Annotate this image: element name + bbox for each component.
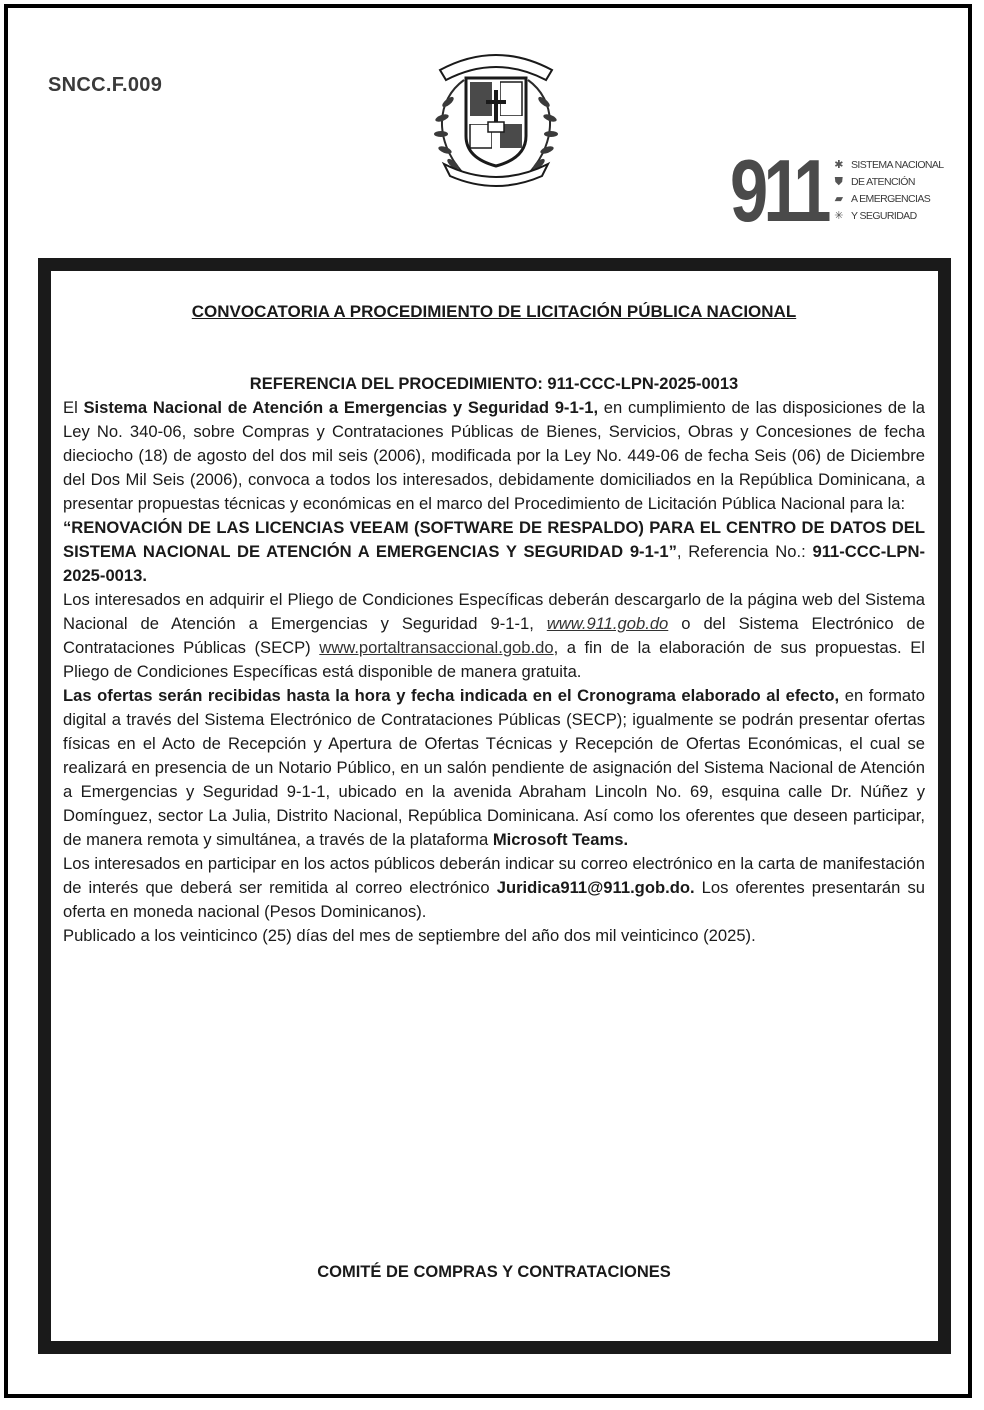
logo-line-text: SISTEMA NACIONAL (851, 159, 944, 171)
participation-text-a: Los interesados en participar en los actos públicos deberán indicar su correo electrónico en la carta de manifestación de interés que deberá ser remitida al correo electrónico (63, 854, 925, 897)
logo-911 (730, 141, 950, 240)
document-body (63, 300, 925, 948)
object-reference: 911-CCC-LPN-2025-0013. (63, 542, 925, 585)
paragraph-offers (63, 684, 925, 852)
logo-line (832, 157, 944, 174)
logo-line (832, 208, 944, 225)
link-911-website[interactable]: www.911.gob.do (546, 614, 669, 633)
download-text-a: Los interesados en adquirir el Pliego de Condiciones Específicas deberán descargarlo de la página web del Sistema Nacional de Atención a Emergencias y Seguridad 9-1-1, (63, 590, 925, 633)
participation-text-b: Los oferentes presentarán su oferta en moneda nacional (Pesos Dominicanos). (63, 878, 925, 921)
coat-of-arms-icon (426, 40, 566, 188)
logo-line (832, 191, 944, 208)
logo-line-text: Y SEGURIDAD (851, 210, 917, 222)
procurement-object: “RENOVACIÓN DE LAS LICENCIAS VEEAM (SOFTWARE DE RESPALDO) PARA EL CENTRO DE DATOS DEL SISTEMA NACIONAL DE ATENCIÓN A EMERGENCIAS Y SEGURIDAD 9-1-1” (63, 518, 925, 561)
procedure-reference: REFERENCIA DEL PROCEDIMIENTO: 911-CCC-LPN-2025-0013 (249, 375, 739, 393)
intro-text: en cumplimiento de las disposiciones de la Ley No. 340-06, sobre Compras y Contrataciones Públicas de Bienes, Servicios, Obras y Concesiones de fecha dieciocho (18) de agosto del dos mil seis (2006), modificada por la Ley No. 449-06 de fecha Seis (06) de Diciembre del Dos Mil Seis (2006), convoca a todos los interesados, debidamente domiciliados en la República Dominicana, a presentar propuestas técnicas y económicas en el marco del Procedimiento de Licitación Pública Nacional para la: (63, 398, 925, 513)
platform-name: Microsoft Teams. (492, 830, 629, 849)
gear-icon: ✱ (834, 159, 843, 171)
paragraph-download (63, 588, 925, 684)
logo-911-number: 911 (730, 141, 827, 240)
entity-name: Sistema Nacional de Atención a Emergencias y Seguridad 9-1-1, (83, 398, 599, 417)
logo-911-text (832, 157, 944, 225)
ambulance-icon: ▰ (834, 193, 843, 205)
paragraph-intro (63, 396, 925, 516)
object-middle: , Referencia No.: (676, 542, 813, 561)
document-title: CONVOCATORIA A PROCEDIMIENTO DE LICITACIÓN PÚBLICA NACIONAL (191, 302, 797, 321)
paragraph-participation (63, 852, 925, 924)
offers-lead: Las ofertas serán recibidas hasta la hora y fecha indicada en el Cronograma elaborado al efecto, (63, 686, 840, 705)
download-text-b: o del Sistema Electrónico de Contrataciones Públicas (SECP) (63, 614, 925, 657)
contact-email: Juridica911@911.gob.do. (496, 878, 695, 897)
shield-icon: ⛊ (834, 176, 843, 188)
logo-line-text: A EMERGENCIAS (851, 193, 931, 205)
download-text-c: , a fin de la elaboración de sus propuestas. El Pliego de Condiciones Específicas está disponible de manera gratuita. (63, 638, 925, 681)
logo-line (832, 174, 944, 191)
intro-lead: El (63, 398, 84, 417)
logo-line-text: DE ATENCIÓN (851, 176, 915, 188)
paragraph-object (63, 516, 925, 588)
offers-text: en formato digital a través del Sistema Electrónico de Contrataciones Públicas (SECP); igualmente se podrán presentar ofertas físicas en el Acto de Recepción y Apertura de Ofertas Técnicas y Recepción de Ofertas Económicas, el cual se realizará en presencia de un Notario Público, en un salón pendiente de asignación del Sistema Nacional de Atención a Emergencias y Seguridad 9-1-1, ubicado en la avenida Abraham Lincoln No. 69, esquina calle Dr. Núñez y Domínguez, sector La Julia, Distrito Nacional, República Dominicana. Así como los oferentes que deseen participar, de manera remota y simultánea, a través de la plataforma (63, 686, 925, 849)
form-code: SNCC.F.009 (48, 74, 163, 96)
link-portal-transaccional[interactable]: www.portaltransaccional.gob.do (319, 638, 554, 657)
committee-signature: COMITÉ DE COMPRAS Y CONTRATACIONES (317, 1263, 671, 1281)
star-of-life-icon: ✳ (834, 210, 843, 222)
paragraph-published: Publicado a los veinticinco (25) días del mes de septiembre del año dos mil veinticinco (2025). (63, 926, 756, 945)
